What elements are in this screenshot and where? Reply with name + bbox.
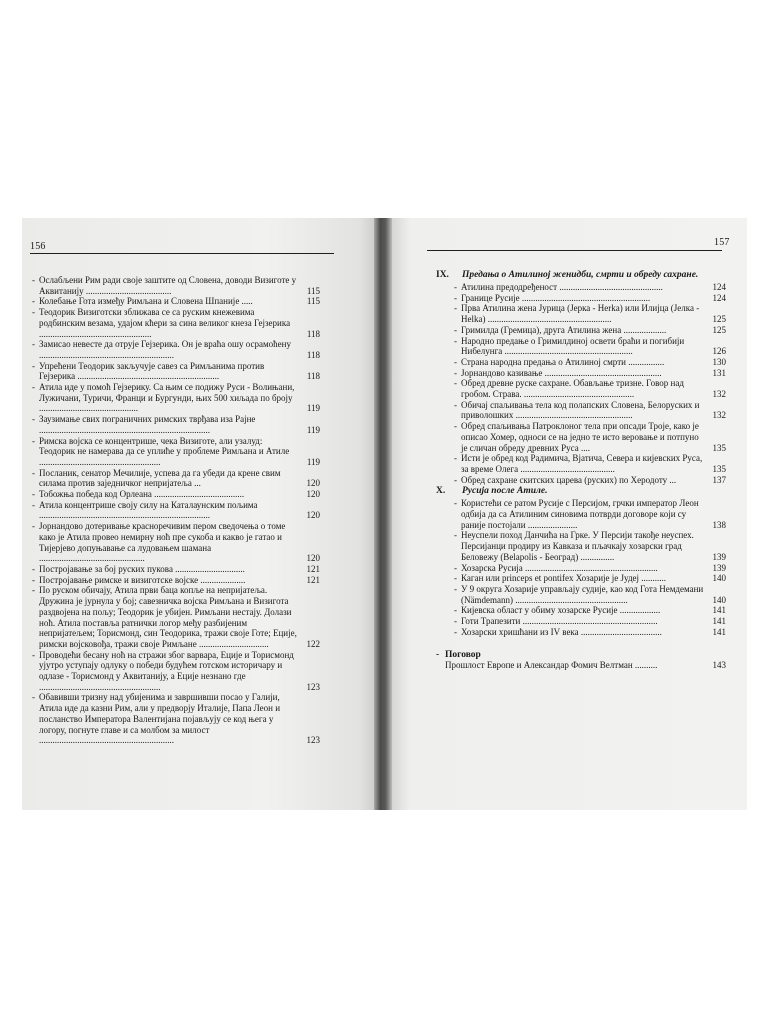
- toc-entry: [454, 293, 726, 304]
- toc-entry: [454, 605, 726, 616]
- toc-entry: [32, 468, 320, 489]
- toc-entry: [454, 378, 726, 399]
- entry-text: - Постројавање за бој руских пукова ...............................: [39, 563, 245, 574]
- toc-entry: [454, 584, 726, 605]
- toc-entry: [454, 627, 726, 638]
- toc-entry: [32, 692, 320, 746]
- toc-entry: [454, 400, 726, 421]
- toc-entry: [454, 453, 726, 474]
- entry-page: 126: [712, 346, 726, 357]
- entry-text: - Страна народна предања о Атилиној смрти ................: [461, 356, 665, 367]
- entry-text: - Обавивши тризну над убијенима и завршивши посао у Галији, Атила иде да казни Рим, али у предворју Италије, Папа Леон и посланство Императора Валентијана појављују се код њега у логору, погнуте главе и са молбом за милост ............................................................: [39, 692, 281, 746]
- entry-text: - Обред спаљивања Патроклоног тела при опсади Троје, како је описао Хомер, односи се на једно те исто веровање и потпуно је сличан обреду древних Руса ....: [461, 421, 699, 453]
- toc-entry: [32, 275, 320, 296]
- entry-page: 135: [712, 442, 726, 453]
- entry-page: 115: [306, 296, 320, 307]
- entry-text: - Упрећени Теодорик закључује савез са Римљанима против Гејзерика ...............................................................: [39, 360, 265, 382]
- section-entries: [436, 498, 726, 637]
- entry-page: 123: [306, 681, 320, 692]
- entry-text: - Обичај спаљивања тела код полапских Словена, Белоруских и приволошких ....................................................: [461, 399, 700, 421]
- entry-text: - Ослабљени Рим ради своје заштите од Словена, доводи Визиготе у Аквитанију ......................................: [39, 275, 297, 296]
- left-page: [22, 218, 374, 810]
- toc-entry: [454, 336, 726, 357]
- entry-page: 121: [306, 563, 320, 574]
- entry-text: - Прва Атилина жена Јурица (Јерка - Herka) или Илијца (Јелка - Helka) .......................................................: [461, 303, 700, 325]
- entry-text: - Римска војска се концентрише, чека Визиготе, али узалуд: Теодорик не намерава да се уплиће у проблеме Римљана и Атиле ......................................................: [39, 435, 290, 467]
- toc-entry: [32, 361, 320, 382]
- toc-entry: [454, 368, 726, 379]
- entry-text: - Користећи се ратом Русије с Персијом, грчки император Леон одбија да са Атилиним синовима потврди договоре који су раније постојали ......................: [461, 498, 699, 530]
- entry-text: - Колебање Гота између Римљана и Словена Шпаније .....: [39, 296, 253, 307]
- toc-entry: [454, 475, 726, 486]
- toc-entry: [32, 500, 320, 521]
- entry-page: 125: [712, 314, 726, 325]
- entry-page: 118: [306, 371, 320, 382]
- section-number: X.: [436, 486, 446, 497]
- entry-text: - Јорнандово казивање ....................................................: [461, 367, 662, 378]
- entry-page: 122: [306, 638, 320, 649]
- entry-text: - По руском обичају, Атила први баца копље на непријатеља. Дружина је јурнула у бој; савезничка војска Римљана и Визигота раздвојена на пољу; Теодорик је убијен. Римљани нестају. Долази ноћ. Атила поставља ратнички логор међу разбијеним непријатељем; Торисмонд, син Теодорика, тражи своје Готе; Еције, римски војсковођа, тражи своје Римљане ...............................: [39, 585, 297, 649]
- entry-page: 119: [306, 456, 320, 467]
- entry-page: 140: [712, 573, 726, 584]
- entry-text: - Обред сахране скитских царева (руских) по Херодоту ...: [461, 474, 677, 485]
- entry-page: 118: [306, 328, 320, 339]
- section-heading: [436, 486, 726, 497]
- toc-entry: [32, 382, 320, 414]
- entry-text: - Посланик, сенатор Мечилије, успева да га убеди да крене свим силама против заједничког непријатеља ...: [39, 467, 281, 489]
- toc-entry: [454, 282, 726, 293]
- toc-entry: [454, 563, 726, 574]
- right-page: [392, 218, 747, 810]
- toc-entry: [454, 616, 726, 627]
- afterword-entry: [436, 660, 726, 671]
- entry-text: - Постројавање римске и визиготске војске ....................: [39, 574, 246, 585]
- toc-entry: [32, 307, 320, 339]
- entry-text: - Кијевска област у обиму хозарске Русије ..................: [461, 605, 661, 616]
- entry-text: - Гримилда (Гремица), друга Атилина жена ...................: [461, 324, 667, 335]
- entry-text: - Атилина предодређеност ..............................................: [461, 282, 663, 292]
- entry-text: - Тобожња победа код Орлеана ........................................: [39, 489, 245, 500]
- entry-text: - Границе Русије .........................................................: [461, 292, 651, 303]
- toc-entry: [454, 325, 726, 336]
- entry-page: 141: [712, 605, 726, 616]
- entry-text: - Атила концентрише своју силу на Каталаунским пољима ............................................................................: [39, 499, 258, 521]
- entry-page: 119: [306, 424, 320, 435]
- entry-page: 141: [712, 616, 726, 627]
- entry-text: - Атила иде у помоћ Гејзерику. Са њим се подижу Руси - Волињани, Лужичани, Туричи, Франци и Бургунди, њих 500 хиљада по броју ............................................: [39, 382, 295, 414]
- book-spread: [22, 218, 747, 810]
- entry-page: 131: [712, 367, 726, 378]
- entry-text: - Исти је обред код Радимича, Вјатича, Севера и кијевских Руса, за време Олега ..........................................: [461, 453, 703, 474]
- toc-entry: [454, 530, 726, 562]
- toc-entry: [454, 498, 726, 530]
- toc-entry: [32, 564, 320, 575]
- entry-text: - Каган или princeps et pontifex Хозарије је Јудеј ...........: [461, 573, 667, 584]
- entry-text: Прошлост Европе и Александар Фомич Велтман ..........: [445, 660, 658, 671]
- toc-entry: [32, 339, 320, 360]
- section-heading: [436, 270, 726, 281]
- entry-page: 121: [306, 574, 320, 585]
- entry-page: 115: [306, 285, 320, 296]
- entry-page: 119: [306, 403, 320, 414]
- entry-page: 143: [712, 660, 726, 671]
- entry-page: 120: [306, 478, 320, 489]
- afterword-heading: - Поговор: [436, 650, 726, 661]
- page-number: 157: [714, 237, 730, 248]
- section-title: Предања о Атилиној женидби, смрти и обреду сахране.: [462, 270, 699, 280]
- entry-text: - Проводећи бесану ноћ на стражи због варвара, Еције и Торисмонд ујутро уступају одлуку о победи будућем готском историчару и одлазе - Торисмонд у Аквитанију, а Еције незнано где ......................................................: [39, 649, 294, 692]
- entry-page: 135: [712, 463, 726, 474]
- entry-text: - Готи Трапезити ............................................................: [461, 616, 658, 627]
- toc-entry: [454, 357, 726, 368]
- entry-text: - Неуспели поход Данчића на Грке. У Персији такође неуспех. Персијанци продиру из Кавказа и пљачкају хозарски град Беловежу (Belapolis - Београд) ...............: [461, 530, 694, 562]
- entry-text: - Теодорик Визиготски зближава се са руским кнежевима родбинским везама, удајом кћери за сина великог кнеза Гејзерика ..................................................: [39, 307, 291, 339]
- entry-page: 120: [306, 553, 320, 564]
- entry-text: - Народно предање о Гримилдиној освети браћи и погибији Нибелунга .........................................................: [461, 335, 685, 357]
- entry-text: - Замисао невесте да отрује Гејзерика. Он је враћа ошу осрамоћену ............................................................: [39, 339, 291, 360]
- section-number: IX.: [436, 270, 449, 280]
- entry-page: 118: [306, 349, 320, 360]
- entry-text: - Обред древне руске сахране. Обављање тризне. Говор над гробом. Страва. .................................................: [461, 378, 684, 400]
- toc-list: [436, 270, 726, 671]
- spacer: [436, 638, 726, 650]
- header-rule: [30, 253, 334, 254]
- toc-entry: [32, 296, 320, 307]
- toc-entry: [454, 421, 726, 453]
- toc-entry: [32, 575, 320, 586]
- page-number: 156: [30, 241, 46, 252]
- entry-page: 140: [712, 594, 726, 605]
- toc-list: [32, 275, 320, 746]
- entry-page: 132: [712, 389, 726, 400]
- toc-entry: [32, 585, 320, 649]
- toc-entry: [454, 573, 726, 584]
- entry-page: 123: [306, 735, 320, 746]
- entry-page: 141: [712, 626, 726, 637]
- entry-text: - Заузимање свих пограничних римских тврђава иза Рајне ............................................................................: [39, 414, 256, 435]
- toc-entry: [454, 303, 726, 324]
- toc-entry: [32, 650, 320, 693]
- entry-page: 124: [712, 292, 726, 303]
- entry-page: 132: [712, 410, 726, 421]
- toc-entry: [32, 489, 320, 500]
- entry-page: 138: [712, 519, 726, 530]
- entry-page: 130: [712, 356, 726, 367]
- toc-entry: [32, 521, 320, 564]
- entry-page: 124: [712, 282, 726, 292]
- toc-entry: [32, 414, 320, 435]
- book-spine: [374, 218, 392, 810]
- entry-text: - Јорнандово дотеривање красноречивим пером сведочења о томе како је Атила провео немирну ноћ пре сукоба и какво је гатао и Тијерјево допуњавање са лудовањем шамана ...............................................: [39, 521, 286, 564]
- entry-text: - Хозарски хришћани из IV века ....................................: [461, 626, 662, 637]
- section-entries: [436, 282, 726, 485]
- header-rule: [427, 250, 722, 251]
- entry-page: 139: [712, 551, 726, 562]
- entry-text: - У 9 округа Хозарије управљају судије, као код Гота Немдемани (Nämdemann) ..................................................: [461, 583, 704, 605]
- entry-page: 139: [712, 562, 726, 573]
- toc-entry: [32, 436, 320, 468]
- entry-page: 137: [712, 474, 726, 485]
- entry-text: - Хозарска Русија ...........................................................: [461, 562, 658, 573]
- entry-page: 125: [712, 324, 726, 335]
- section-title: Русија после Атиле.: [462, 486, 548, 497]
- entry-page: 120: [306, 510, 320, 521]
- entry-page: 120: [306, 489, 320, 500]
